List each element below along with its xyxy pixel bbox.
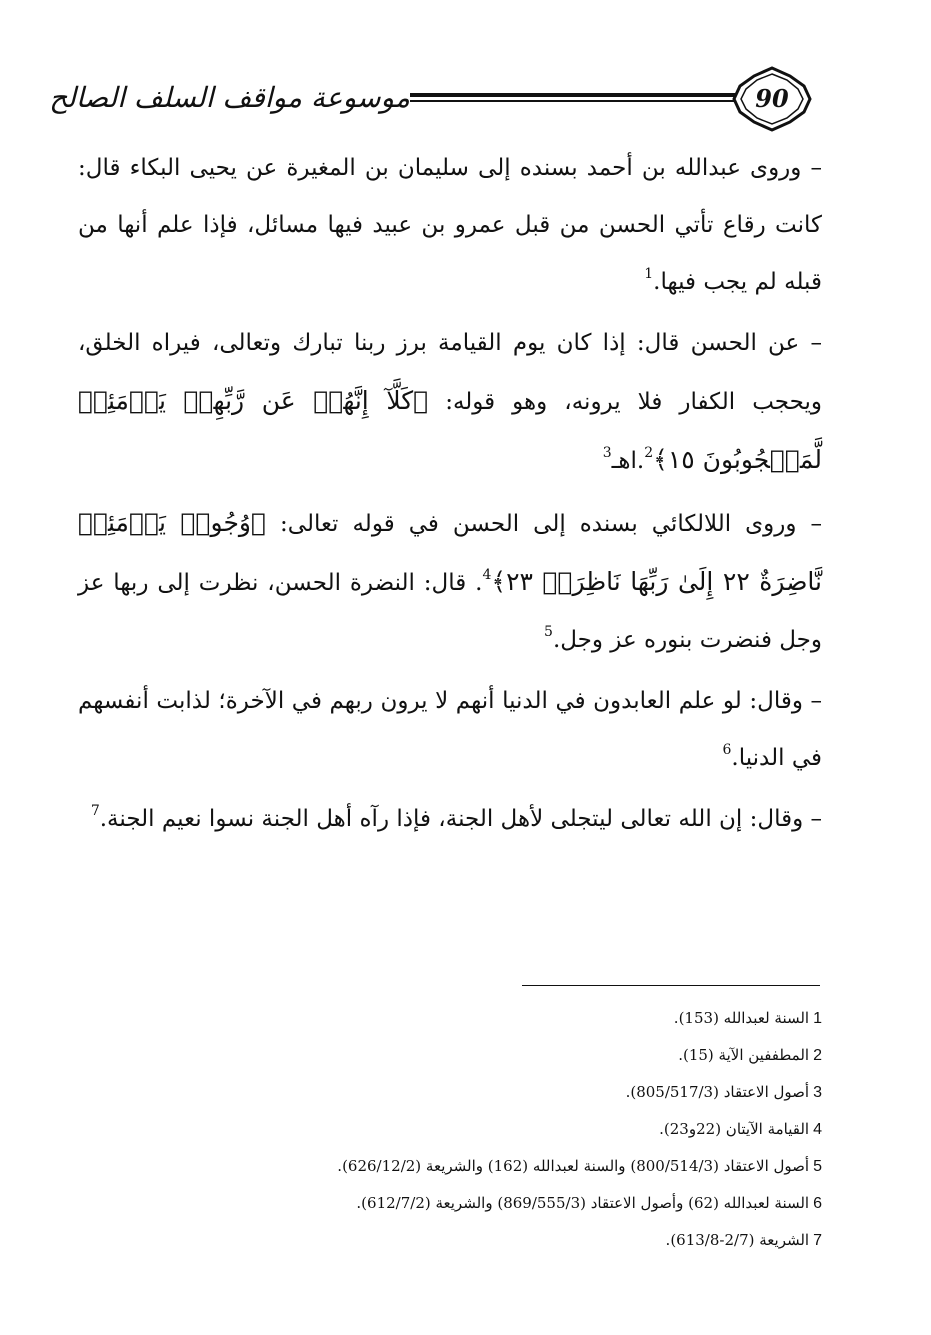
page-header xyxy=(49,62,870,134)
footnote-number: 2 xyxy=(813,1047,822,1064)
footnote-number: 5 xyxy=(813,1158,822,1175)
paragraph-3-text: – وروى اللالكائي بسنده إلى الحسن في قوله تعالى: xyxy=(280,511,823,537)
footnote-number: 4 xyxy=(813,1121,822,1138)
footnote-item xyxy=(150,1000,822,1037)
paragraph-2-text: – عن الحسن قال: إذا كان يوم القيامة برز ربنا تبارك وتعالى، فيراه الخلق، ويحجب الكفار فلا يرونه، وهو قوله: xyxy=(78,330,822,415)
footnote-ref: 6 xyxy=(722,742,732,759)
footnote-text: المطففين الآية (15). xyxy=(678,1046,810,1064)
quran-verse: ﴿كَلَّآ إِنَّهُمۡ عَن رَّبِّهِمۡ يَوۡمَئِذٖ لَّمَحۡجُوبُونَ ١٥﴾ xyxy=(78,386,822,474)
paragraph-2-tail: .اهـ xyxy=(611,448,645,474)
paragraph-1 xyxy=(78,140,822,311)
footnote-number: 7 xyxy=(813,1232,822,1249)
paragraph-4 xyxy=(78,673,822,787)
footnote-text: القيامة الآيتان (22و23). xyxy=(659,1120,810,1138)
footnote-text: أصول الاعتقاد (800/514/3) والسنة لعبدالله (162) والشريعة (626/12/2). xyxy=(337,1157,810,1175)
footnote-ref: 7 xyxy=(90,803,100,820)
footnote-text: أصول الاعتقاد (805/517/3). xyxy=(625,1083,810,1101)
footnote-ref: 5 xyxy=(544,624,553,641)
book-title: موسوعة مواقف السلف الصالح xyxy=(49,81,410,114)
quran-verse: ﴿وُجُوهٞ يَوۡمَئِذٖ نَّاضِرَةٌ ٢٢ إِلَىٰ رَبِّهَا نَاظِرَةٞ ٢٣﴾ xyxy=(78,508,822,596)
footnote-item xyxy=(150,1148,822,1185)
footnote-number: 6 xyxy=(813,1195,822,1212)
footnote-separator xyxy=(522,985,820,986)
footnotes xyxy=(150,1000,822,1259)
footnote-number: 3 xyxy=(813,1084,822,1101)
footnote-item xyxy=(150,1185,822,1222)
footnote-number: 1 xyxy=(813,1010,822,1027)
paragraph-5-text: – وقال: إن الله تعالى ليتجلى لأهل الجنة، فإذا رآه أهل الجنة نسوا نعيم الجنة. xyxy=(99,806,822,832)
footnote-text: السنة لعبدالله (62) وأصول الاعتقاد (869/555/3) والشريعة (612/7/2). xyxy=(356,1194,810,1212)
footnote-ref: 1 xyxy=(644,266,654,283)
footnote-item xyxy=(150,1111,822,1148)
page-number-badge xyxy=(732,66,812,132)
footnote-item xyxy=(150,1222,822,1259)
footnote-text: الشريعة (2/7-613/8). xyxy=(665,1231,810,1249)
main-text xyxy=(78,140,822,852)
footnote-ref: 4 xyxy=(482,567,492,584)
paragraph-2 xyxy=(78,315,822,490)
page-number: 90 xyxy=(755,84,789,113)
footnote-ref: 3 xyxy=(602,445,612,462)
footnote-item xyxy=(150,1037,822,1074)
footnote-text: السنة لعبدالله (153). xyxy=(673,1009,810,1027)
paragraph-1-text: – وروى عبدالله بن أحمد بسنده إلى سليمان بن المغيرة عن يحيى البكاء قال: كانت رقاع تأتي الحسن من قبل عمرو بن عبيد فيها مسائل، فإذا علم أنها من قبله لم يجب فيها. xyxy=(78,155,822,295)
footnote-item xyxy=(150,1074,822,1111)
footnote-ref: 2 xyxy=(644,445,654,462)
paragraph-4-text: – وقال: لو علم العابدون في الدنيا أنهم لا يرون ربهم في الآخرة؛ لذابت أنفسهم في الدنيا. xyxy=(78,688,822,771)
paragraph-3 xyxy=(78,494,822,669)
paragraph-5 xyxy=(78,791,822,848)
paragraph-3-tail: . قال: النضرة الحسن، نظرت إلى ربها عز وجل فنضرت بنوره عز وجل. xyxy=(78,570,822,653)
